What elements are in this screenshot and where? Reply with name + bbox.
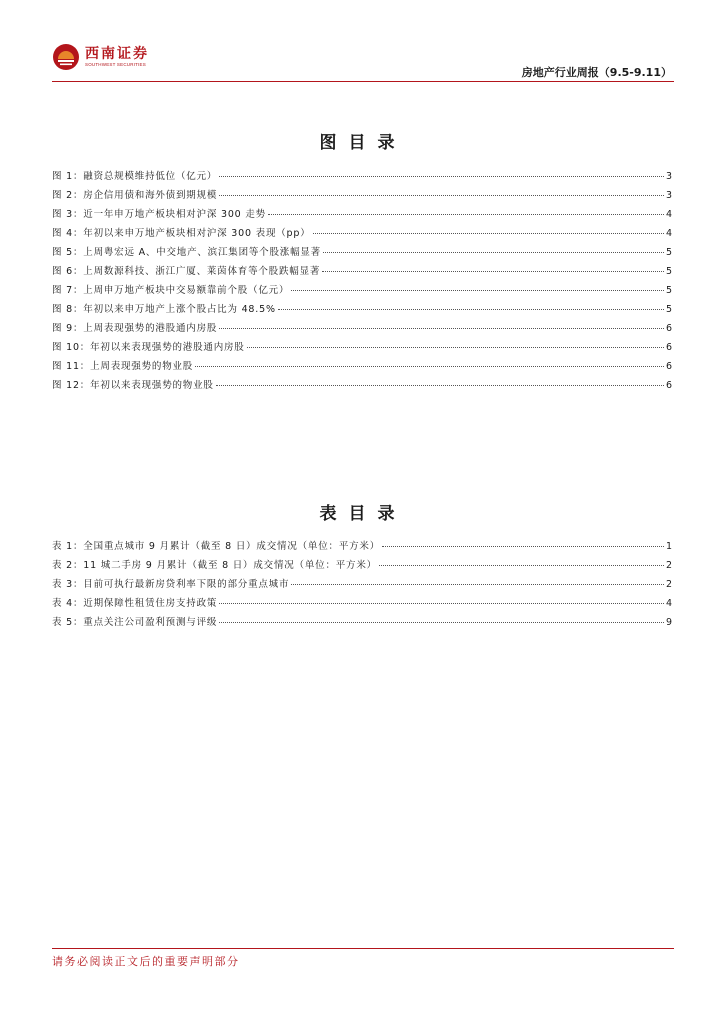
toc-entry-label: 图 5： <box>52 247 84 258</box>
footer-disclaimer: 请务必阅读正文后的重要声明部分 <box>52 955 240 968</box>
toc-entry-title: 房企信用债和海外债到期规模 <box>83 190 218 201</box>
toc-dot-leader <box>219 328 664 329</box>
toc-entry[interactable] <box>52 206 672 225</box>
toc-entry-title: 年初以来表现强势的物业股 <box>90 380 214 391</box>
toc-entry[interactable] <box>52 225 672 244</box>
toc-entry-page: 5 <box>665 304 672 315</box>
toc-entry-title: 上周数源科技、浙江广厦、莱茵体育等个股跌幅显著 <box>83 266 321 277</box>
toc-dot-leader <box>219 603 664 604</box>
figure-list-heading: 图目录 <box>319 133 407 153</box>
toc-entry[interactable] <box>52 187 672 206</box>
figure-toc-list <box>52 168 672 396</box>
toc-entry-title: 目前可执行最新房贷利率下限的部分重点城市 <box>83 579 290 590</box>
toc-entry-label: 图 3： <box>52 209 84 220</box>
toc-dot-leader <box>219 176 664 177</box>
toc-entry-page: 3 <box>665 171 672 182</box>
toc-entry-title: 年初以来申万地产板块相对沪深 300 表现（pp） <box>83 228 311 239</box>
toc-entry-label: 图 6： <box>52 266 84 277</box>
table-toc-list <box>52 538 672 633</box>
footer-divider <box>52 948 674 949</box>
toc-entry-label: 图 12： <box>52 380 91 391</box>
toc-entry-page: 5 <box>665 247 672 258</box>
toc-entry[interactable] <box>52 282 672 301</box>
toc-entry[interactable] <box>52 377 672 396</box>
toc-entry-title: 上周表现强势的物业股 <box>90 361 194 372</box>
toc-entry-label: 图 11： <box>52 361 91 372</box>
toc-entry-title: 11 城二手房 9 月累计（截至 8 日）成交情况（单位：平方米） <box>83 560 377 571</box>
toc-entry-page: 9 <box>665 617 672 628</box>
toc-dot-leader <box>219 622 664 623</box>
toc-entry-title: 重点关注公司盈利预测与评级 <box>83 617 218 628</box>
toc-entry-title: 年初以来表现强势的港股通内房股 <box>90 342 245 353</box>
toc-dot-leader <box>313 233 664 234</box>
header-divider <box>52 81 674 82</box>
toc-dot-leader <box>291 584 664 585</box>
toc-dot-leader <box>382 546 664 547</box>
toc-entry[interactable] <box>52 244 672 263</box>
toc-entry-title: 上周申万地产板块中交易额靠前个股（亿元） <box>83 285 290 296</box>
toc-entry[interactable] <box>52 595 672 614</box>
toc-entry[interactable] <box>52 576 672 595</box>
toc-entry[interactable] <box>52 320 672 339</box>
toc-entry-page: 4 <box>665 209 672 220</box>
logo-mark-icon <box>52 43 80 71</box>
toc-dot-leader <box>278 309 664 310</box>
logo-company-name-en: SOUTHWEST SECURITIES <box>85 62 146 67</box>
toc-entry-label: 表 4： <box>52 598 84 609</box>
toc-entry-label: 图 8： <box>52 304 84 315</box>
toc-dot-leader <box>219 195 664 196</box>
toc-entry-label: 图 7： <box>52 285 84 296</box>
toc-entry[interactable] <box>52 557 672 576</box>
toc-entry-title: 近一年申万地产板块相对沪深 300 走势 <box>83 209 266 220</box>
toc-entry-label: 图 2： <box>52 190 84 201</box>
toc-entry-label: 表 3： <box>52 579 84 590</box>
toc-entry-page: 4 <box>665 598 672 609</box>
toc-entry-page: 6 <box>665 380 672 391</box>
toc-entry-title: 上周粤宏远 A、中交地产、滨江集团等个股涨幅显著 <box>83 247 321 258</box>
logo-company-name: 西南证券 <box>85 46 149 62</box>
toc-entry-title: 年初以来申万地产上涨个股占比为 48.5% <box>83 304 276 315</box>
toc-entry-page: 2 <box>665 579 672 590</box>
toc-entry[interactable] <box>52 339 672 358</box>
toc-entry-label: 表 1： <box>52 541 84 552</box>
toc-entry-page: 2 <box>665 560 672 571</box>
toc-entry[interactable] <box>52 168 672 187</box>
toc-dot-leader <box>268 214 664 215</box>
toc-entry-label: 表 2： <box>52 560 84 571</box>
toc-entry[interactable] <box>52 263 672 282</box>
toc-entry-label: 图 10： <box>52 342 91 353</box>
toc-entry-title: 融资总规模维持低位（亿元） <box>83 171 218 182</box>
toc-entry-page: 6 <box>665 323 672 334</box>
toc-dot-leader <box>379 565 664 566</box>
toc-dot-leader <box>247 347 664 348</box>
toc-entry-title: 上周表现强势的港股通内房股 <box>83 323 218 334</box>
toc-entry[interactable] <box>52 614 672 633</box>
toc-entry[interactable] <box>52 301 672 320</box>
company-logo <box>52 43 149 71</box>
toc-entry-title: 全国重点城市 9 月累计（截至 8 日）成交情况（单位：平方米） <box>83 541 381 552</box>
toc-entry-label: 图 1： <box>52 171 84 182</box>
toc-dot-leader <box>322 271 664 272</box>
page-header <box>52 40 674 82</box>
toc-entry-label: 图 4： <box>52 228 84 239</box>
toc-entry-page: 4 <box>665 228 672 239</box>
toc-entry[interactable] <box>52 538 672 557</box>
toc-entry-page: 6 <box>665 361 672 372</box>
toc-entry-page: 1 <box>665 541 672 552</box>
toc-entry-label: 图 9： <box>52 323 84 334</box>
toc-entry-page: 5 <box>665 285 672 296</box>
toc-dot-leader <box>195 366 664 367</box>
toc-dot-leader <box>323 252 664 253</box>
toc-entry-page: 6 <box>665 342 672 353</box>
toc-entry-page: 3 <box>665 190 672 201</box>
toc-entry[interactable] <box>52 358 672 377</box>
toc-dot-leader <box>291 290 664 291</box>
report-title: 房地产行业周报（9.5-9.11） <box>521 66 672 79</box>
toc-dot-leader <box>216 385 664 386</box>
table-list-heading: 表目录 <box>319 504 407 524</box>
toc-entry-label: 表 5： <box>52 617 84 628</box>
toc-entry-title: 近期保障性租赁住房支持政策 <box>83 598 218 609</box>
toc-entry-page: 5 <box>665 266 672 277</box>
